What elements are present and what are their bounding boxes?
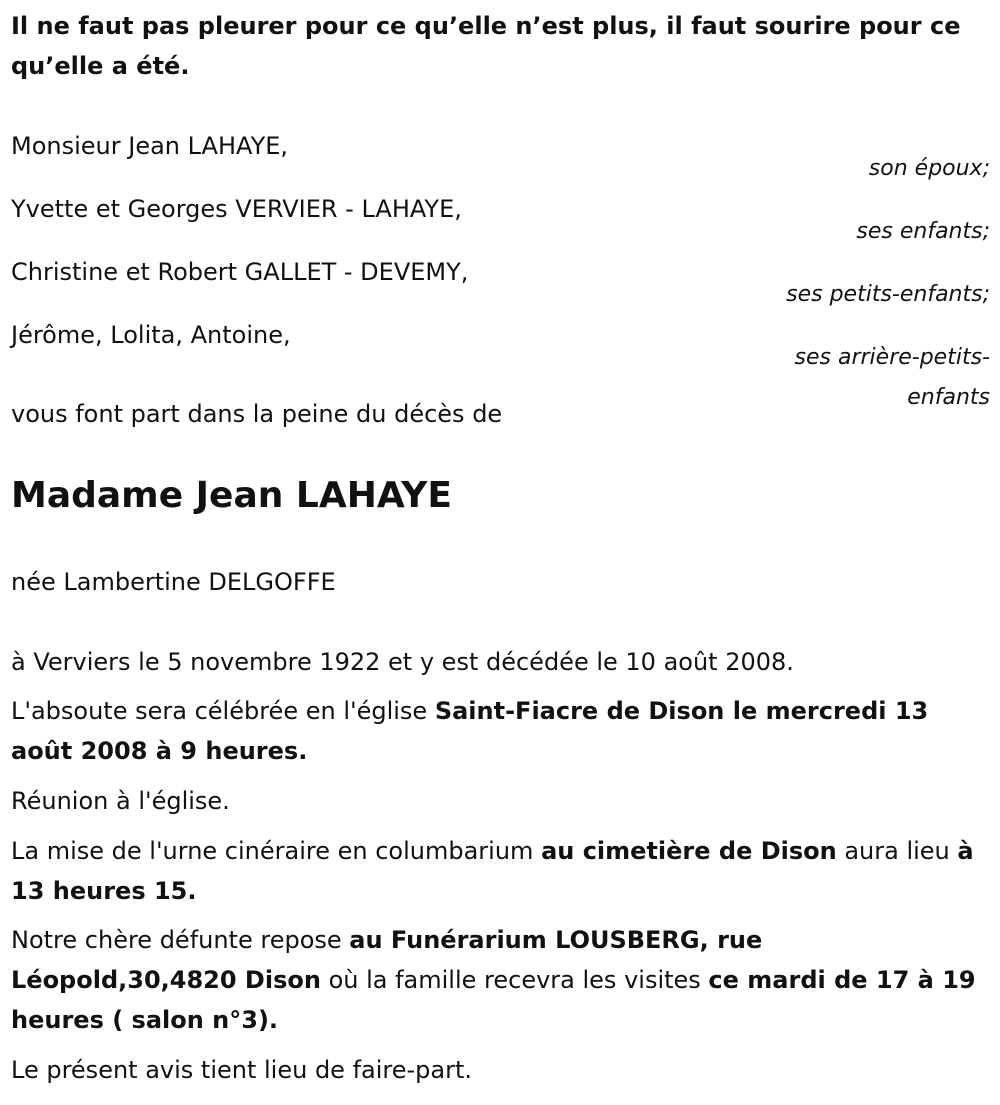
repose-time: ce mardi de 17 à 19 heures ( salon n°3). — [11, 966, 976, 1034]
urn-paragraph — [11, 831, 986, 911]
urn-time: à 13 heures 15. — [11, 837, 974, 905]
family-member-name: Christine et Robert GALLET - DEVEMY, — [11, 258, 469, 286]
family-member-name: Jérôme, Lolita, Antoine, — [11, 321, 291, 349]
birth-name: née Lambertine DELGOFFE — [11, 568, 336, 596]
family-member-role: ses petits-enfants; — [786, 282, 990, 307]
announcement-text: vous font part dans la peine du décès de — [11, 400, 503, 428]
urn-prefix: La mise de l'urne cinéraire en columbarium — [11, 837, 542, 865]
family-member-name: Yvette et Georges VERVIER - LAHAYE, — [11, 195, 462, 223]
epigraph-quote: Il ne faut pas pleurer pour ce qu’elle n’est plus, il faut sourire pour ce qu’elle a été. — [11, 12, 961, 80]
family-member-name: Monsieur Jean LAHAYE, — [11, 132, 289, 160]
urn-middle: aura lieu — [836, 837, 958, 865]
repose-place: au Funérarium LOUSBERG, rue Léopold,30,4820 Dison — [11, 926, 763, 994]
ceremony-paragraph — [11, 691, 986, 771]
urn-place: au cimetière de Dison — [541, 837, 837, 865]
repose-middle: où la famille recevra les visites — [320, 966, 709, 994]
family-member-role-line2: enfants — [907, 385, 990, 410]
repose-prefix: Notre chère défunte repose — [11, 926, 350, 954]
meeting-text: Réunion à l'église. — [11, 787, 230, 815]
birth-death-text: à Verviers le 5 novembre 1922 et y est décédée le 10 août 2008. — [11, 648, 794, 676]
closing-text: Le présent avis tient lieu de faire-part. — [11, 1056, 473, 1084]
repose-paragraph — [11, 920, 986, 1040]
family-member-role: son époux; — [868, 156, 990, 181]
family-member-role: ses enfants; — [856, 219, 990, 244]
ceremony-details: Saint-Fiacre de Dison le mercredi 13 août 2008 à 9 heures. — [11, 697, 929, 765]
family-member-role-line1: ses arrière-petits- — [794, 345, 990, 370]
ceremony-prefix: L'absoute sera célébrée en l'église — [11, 697, 435, 725]
deceased-name: Madame Jean LAHAYE — [11, 475, 452, 516]
